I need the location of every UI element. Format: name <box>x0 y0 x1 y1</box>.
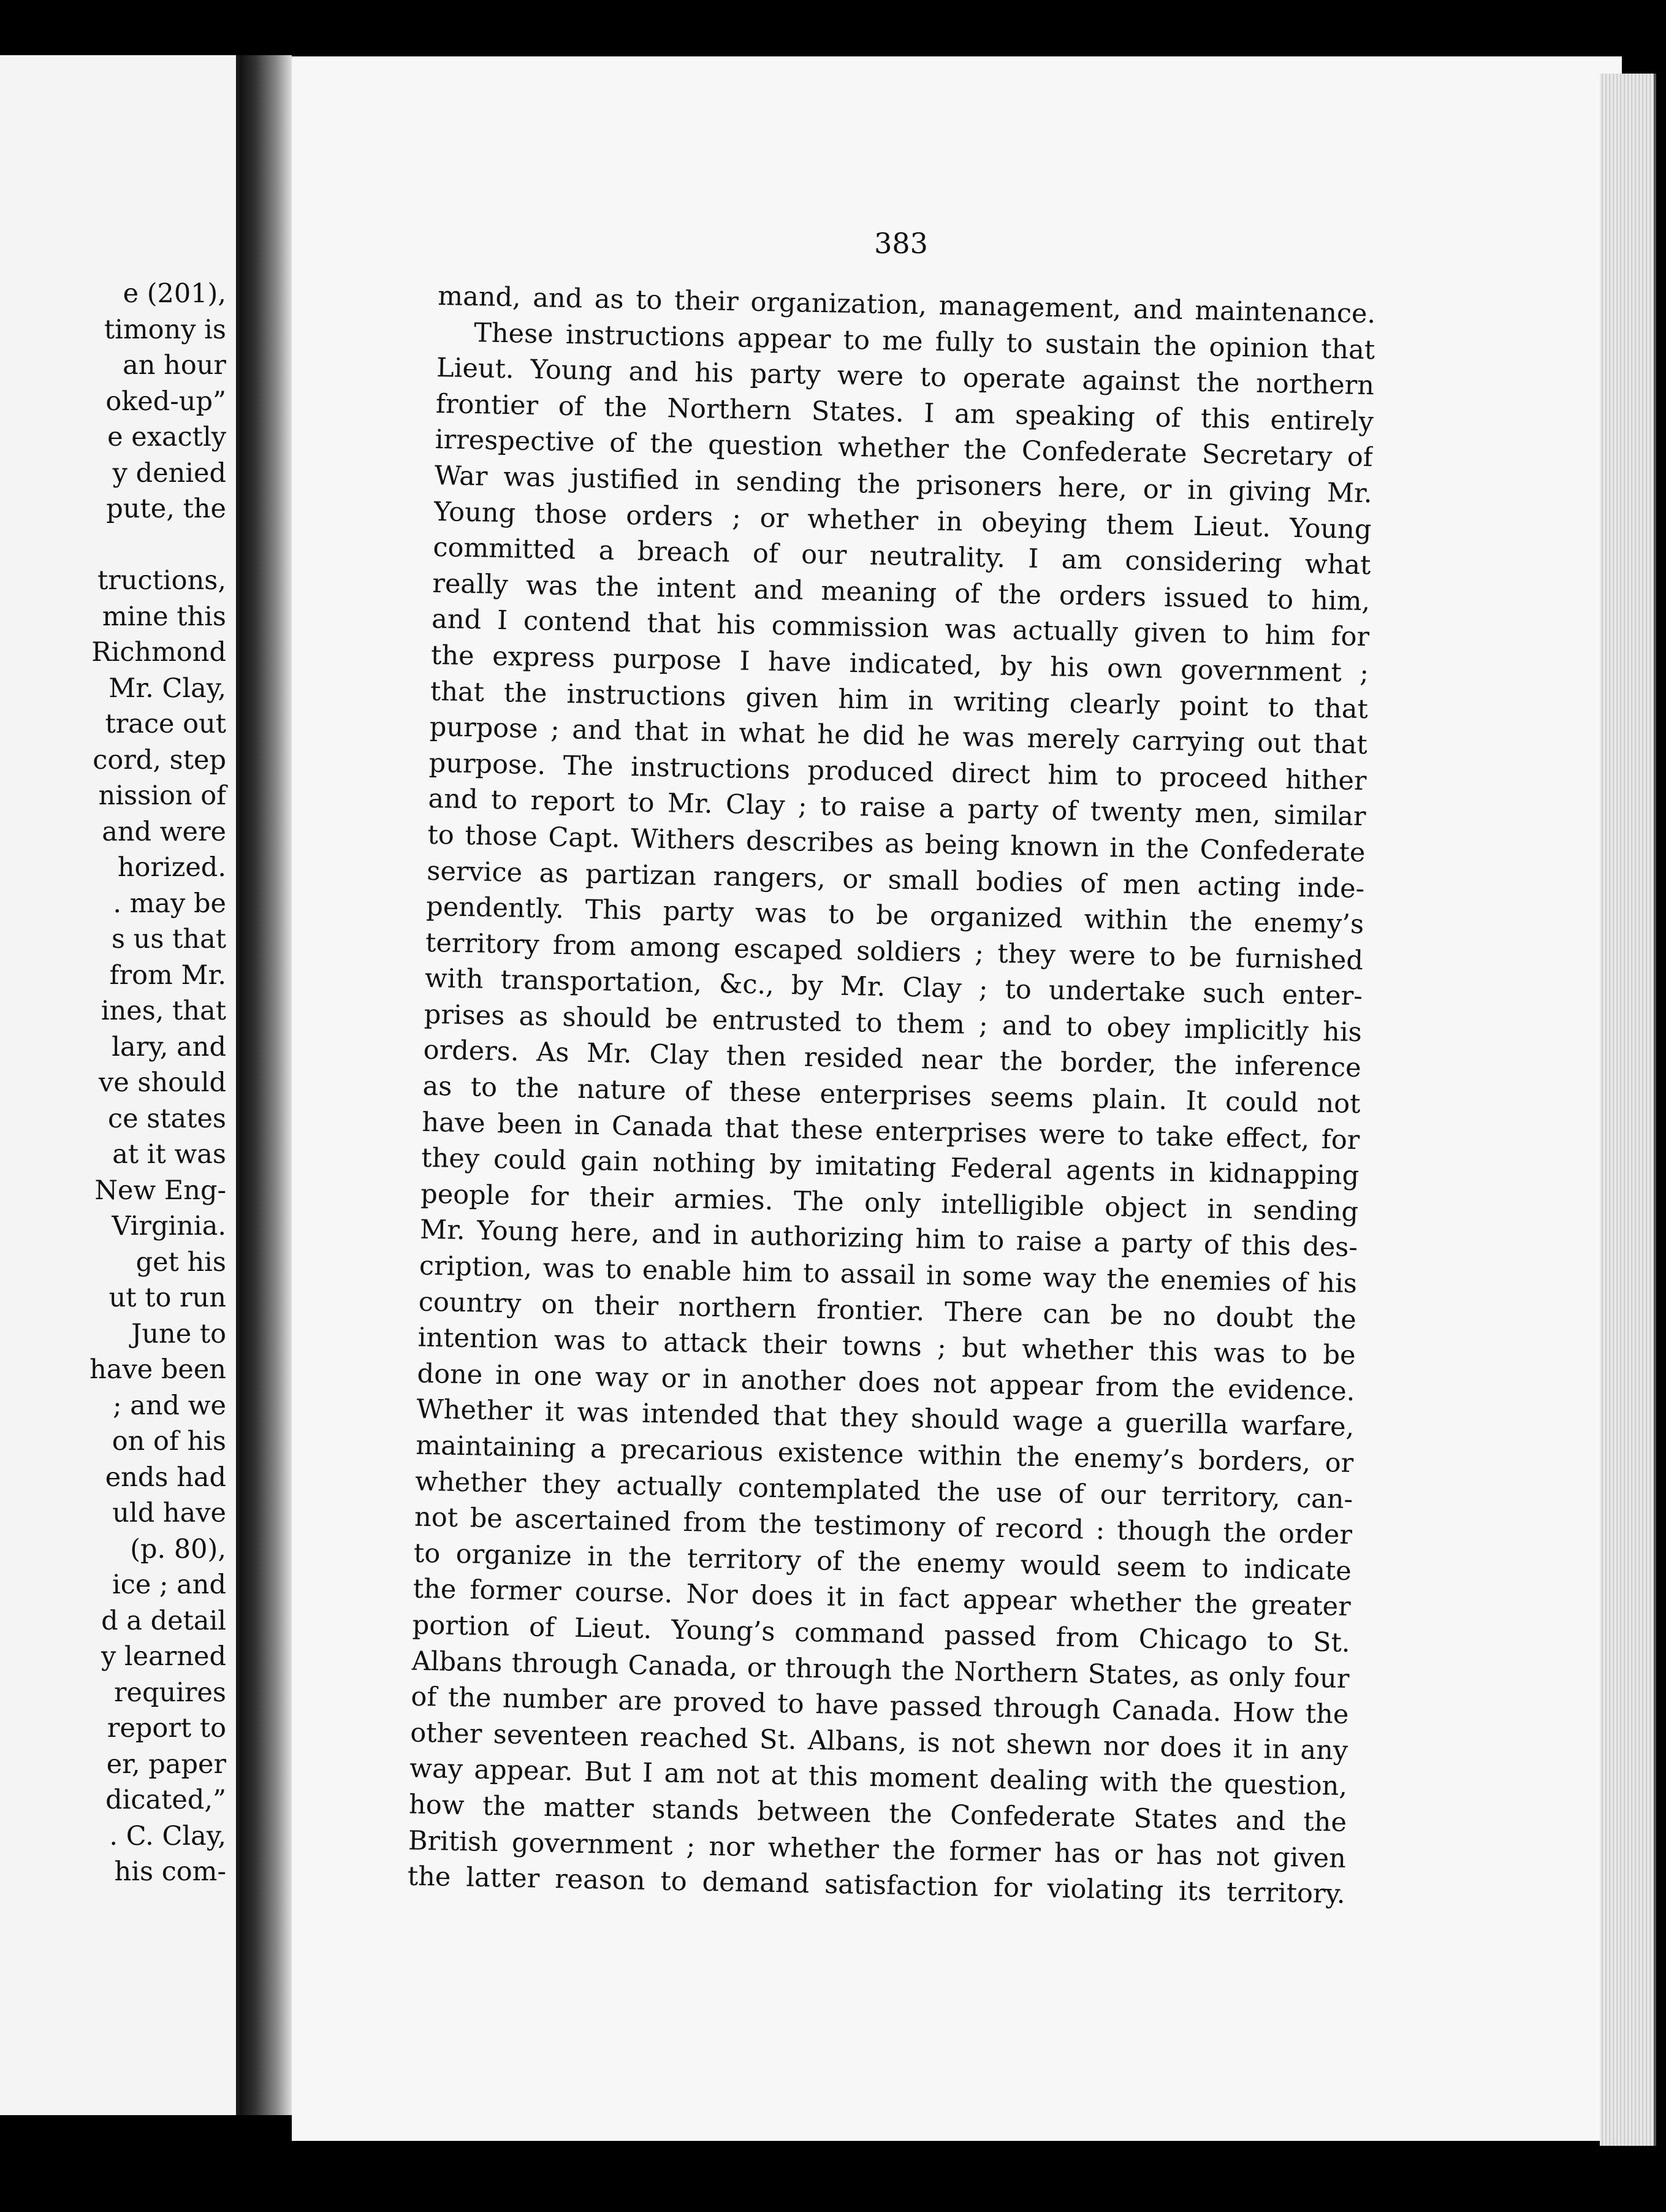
text-line: people for their armies. The only intelligible object in sending <box>420 1178 1359 1227</box>
text-line: they could gain nothing by imitating Federal agents in kidnapping <box>420 1142 1360 1192</box>
text-line: service as partizan rangers, or small bodies of men acting inde- <box>426 855 1365 904</box>
text-line: country on their northern frontier. There can be no doubt the <box>418 1286 1357 1335</box>
left-page-line: from Mr. <box>109 959 226 991</box>
left-page-line: e exactly <box>107 422 226 452</box>
left-page-line: New Eng- <box>94 1175 226 1206</box>
text-line: purpose. The instructions produced direct him to proceed hither <box>428 747 1367 796</box>
left-page-line: mine this <box>102 601 226 632</box>
text-line: of the number are proved to have passed through Canada. How the <box>411 1681 1349 1731</box>
left-page-line: y learned <box>101 1641 226 1672</box>
text-line: as to the nature of these enterprises seems plain. It could not <box>422 1070 1361 1120</box>
text-line: the express purpose I have indicated, by his own government ; <box>430 639 1369 689</box>
text-line: not be ascertained from the testimony of record : though the order <box>414 1501 1353 1551</box>
left-page-line: oked-up” <box>105 386 226 417</box>
text-line: These instructions appear to me fully to sustain the opinion that <box>473 317 1375 365</box>
text-line: frontier of the Northern States. I am speaking of this entirely <box>435 388 1374 438</box>
text-line: Mr. Young here, and in authorizing him to raise a party of this des- <box>419 1215 1358 1264</box>
left-page-line: uld have <box>112 1498 226 1528</box>
left-page-line: his com- <box>114 1856 226 1887</box>
left-page-line: have been <box>89 1354 226 1385</box>
text-line: really was the intent and meaning of the orders issued to him, <box>432 568 1371 617</box>
left-page-line: dicated,” <box>105 1785 226 1815</box>
left-page-line: y denied <box>112 457 226 489</box>
left-page-line: Richmond <box>91 637 226 668</box>
left-page-line: ce states <box>108 1103 226 1134</box>
page-number: 383 <box>874 227 928 260</box>
text-line: way appear. But I am not at this moment dealing with the question, <box>409 1753 1348 1802</box>
left-page-line: at it was <box>112 1139 226 1170</box>
left-page-line: timony is <box>104 314 226 345</box>
left-facing-page <box>0 55 240 2115</box>
text-line: irrespective of the question whether the Confederate Secretary of <box>435 424 1374 473</box>
left-page-line: nission of <box>98 780 226 811</box>
text-line: to those Capt. Withers describes as being known in the Confederate <box>427 819 1366 869</box>
left-page-line: on of his <box>112 1426 226 1457</box>
text-line: orders. As Mr. Clay then resided near the border, the inference <box>423 1035 1362 1084</box>
left-page-line <box>0 527 226 563</box>
left-page-line: report to <box>107 1713 226 1744</box>
left-page-line: requires <box>113 1677 226 1708</box>
left-page-line: ut to run <box>108 1283 226 1313</box>
left-page-line: ice ; and <box>112 1569 226 1600</box>
text-line: to organize in the territory of the enemy would seem to indicate <box>413 1538 1352 1587</box>
body-text <box>407 278 1375 1913</box>
text-line: other seventeen reached St. Albans, is not shewn nor does it in any <box>409 1717 1348 1766</box>
text-line: how the matter stands between the Confederate States and the <box>408 1789 1347 1838</box>
text-line: and to report to Mr. Clay ; to raise a party of twenty men, similar <box>428 784 1366 833</box>
left-page-line: (p. 80), <box>130 1533 226 1565</box>
left-page-line: horized. <box>117 852 226 883</box>
book-fore-edge <box>1600 74 1656 2146</box>
text-line: Lieut. Young and his party were to operate against the northern <box>436 353 1375 402</box>
left-page-line: lary, and <box>112 1031 226 1062</box>
left-page-line: and were <box>102 816 226 847</box>
text-line: Whether it was intended that they should wage a guerilla warfare, <box>416 1394 1355 1443</box>
left-page-line: . may be <box>113 888 226 919</box>
left-page-line: pute, the <box>106 494 226 524</box>
text-line: the latter reason to demand satisfaction for violating its territory. <box>407 1861 1346 1910</box>
text-line: the former course. Nor does it in fact appear whether the greater <box>413 1573 1352 1623</box>
left-page-line: Virginia. <box>112 1211 226 1241</box>
text-line: territory from among escaped soldiers ; they were to be furnished <box>425 927 1364 976</box>
text-line: War was justified in sending the prisoners here, or in giving Mr. <box>434 460 1373 509</box>
left-page-line: ve should <box>98 1067 226 1098</box>
left-page-line: ends had <box>105 1462 226 1493</box>
text-line: portion of Lieut. Young’s command passed from Chicago to St. <box>412 1609 1351 1658</box>
text-line: purpose ; and that in what he did he was merely carrying out that <box>429 711 1368 761</box>
text-line: Young those orders ; or whether in obeying them Lieut. Young <box>433 496 1372 545</box>
text-line: committed a breach of our neutrality. I am considering what <box>433 532 1371 581</box>
left-page-line: . C. Clay, <box>109 1820 226 1852</box>
text-line: with transportation, &c., by Mr. Clay ; to undertake such enter- <box>424 963 1363 1012</box>
text-line: done in one way or in another does not appear from the evidence. <box>417 1358 1355 1407</box>
left-page-line: e (201), <box>123 278 226 309</box>
text-line: pendently. This party was to be organized within the enemy’s <box>425 891 1364 940</box>
text-line: mand, and as to their organization, management, and maintenance. <box>437 280 1376 330</box>
left-page-line: er, paper <box>106 1749 226 1780</box>
left-page-line: s us that <box>111 924 226 955</box>
text-line: Albans through Canada, or through the Northern States, as only four <box>411 1646 1350 1695</box>
left-page-text-fragments <box>0 276 226 1890</box>
left-page-line: trace out <box>105 709 226 739</box>
text-line: maintaining a precarious existence within the enemy’s borders, or <box>415 1430 1354 1479</box>
left-page-line: tructions, <box>97 565 226 596</box>
left-page-line: Mr. Clay, <box>108 673 226 704</box>
text-line: intention was to attack their towns ; but whether this was to be <box>417 1322 1356 1371</box>
text-line: cription, was to enable him to assail in some way the enemies of his <box>419 1250 1358 1300</box>
left-page-line: d a detail <box>101 1605 226 1636</box>
left-page-line: June to <box>131 1318 226 1349</box>
left-page-line: ines, that <box>101 996 226 1026</box>
book-gutter <box>240 55 292 2115</box>
left-page-line: ; and we <box>113 1390 226 1421</box>
left-page-line: cord, step <box>93 744 226 776</box>
left-page-line: an hour <box>123 350 226 381</box>
text-line: and I contend that his commission was actually given to him for <box>431 604 1370 653</box>
text-line: British government ; nor whether the former has or has not given <box>408 1825 1347 1874</box>
text-line: that the instructions given him in writing clearly point to that <box>430 676 1369 725</box>
text-line: whether they actually contemplated the use of our territory, can- <box>414 1466 1353 1515</box>
left-page-line: get his <box>135 1246 226 1278</box>
text-line: prises as should be entrusted to them ; and to obey implicitly his <box>424 999 1363 1048</box>
text-line: have been in Canada that these enterprises were to take effect, for <box>422 1107 1360 1156</box>
